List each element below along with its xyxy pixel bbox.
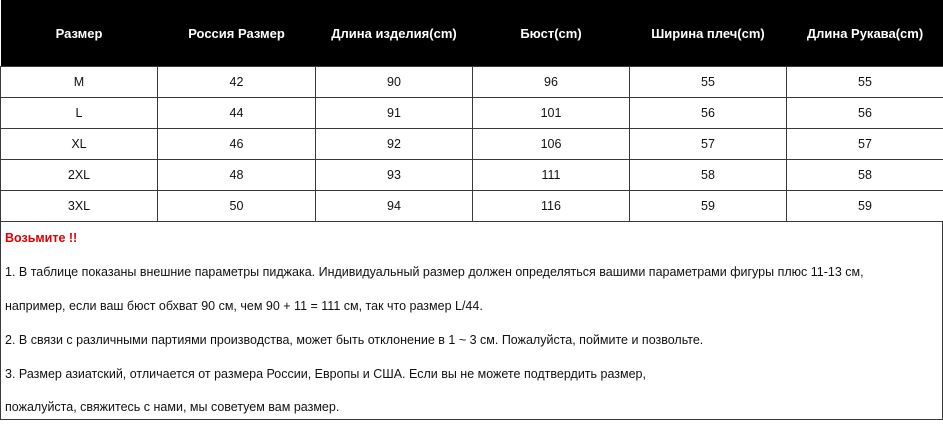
note-line-5: пожалуйста, свяжитесь с нами, мы советуем вам размер. — [5, 400, 340, 414]
cell-length: 93 — [316, 160, 473, 191]
cell-size: XL — [1, 129, 158, 160]
cell-russia-size: 46 — [158, 129, 316, 160]
cell-shoulder: 57 — [630, 129, 787, 160]
cell-shoulder: 59 — [630, 191, 787, 222]
header-sleeve: Длина Рукава(cm) — [787, 0, 943, 67]
note-line-1: 1. В таблице показаны внешние параметры пиджака. Индивидуальный размер должен определяться вашими параметрами фигуры плюс 11-13 см, — [5, 265, 864, 279]
table-row — [1, 98, 943, 129]
cell-bust: 116 — [473, 191, 630, 222]
warning-title: Возьмите !! — [5, 231, 78, 245]
table-row — [1, 191, 943, 222]
header-length: Длина изделия(cm) — [316, 0, 473, 67]
note-line-2: например, если ваш бюст обхват 90 см, чем 90 + 11 = 111 см, так что размер L/44. — [5, 299, 483, 313]
table-header-row — [1, 0, 943, 67]
cell-bust: 96 — [473, 67, 630, 98]
cell-russia-size: 44 — [158, 98, 316, 129]
note-line-3: 2. В связи с различными партиями производства, может быть отклонение в 1 ~ 3 см. Пожалуйста, поймите и позвольте. — [5, 333, 704, 347]
header-size: Размер — [1, 0, 158, 67]
cell-sleeve: 55 — [787, 67, 943, 98]
cell-bust: 106 — [473, 129, 630, 160]
cell-shoulder: 56 — [630, 98, 787, 129]
header-russia-size: Россия Размер — [158, 0, 316, 67]
cell-russia-size: 50 — [158, 191, 316, 222]
cell-bust: 101 — [473, 98, 630, 129]
header-bust: Бюст(cm) — [473, 0, 630, 67]
cell-size: M — [1, 67, 158, 98]
cell-size: L — [1, 98, 158, 129]
cell-size: 3XL — [1, 191, 158, 222]
cell-length: 94 — [316, 191, 473, 222]
cell-size: 2XL — [1, 160, 158, 191]
cell-length: 91 — [316, 98, 473, 129]
table-row — [1, 160, 943, 191]
header-shoulder: Ширина плеч(cm) — [630, 0, 787, 67]
cell-sleeve: 57 — [787, 129, 943, 160]
cell-sleeve: 56 — [787, 98, 943, 129]
table-row — [1, 129, 943, 160]
cell-bust: 111 — [473, 160, 630, 191]
cell-russia-size: 42 — [158, 67, 316, 98]
cell-shoulder: 55 — [630, 67, 787, 98]
cell-length: 92 — [316, 129, 473, 160]
cell-sleeve: 58 — [787, 160, 943, 191]
cell-length: 90 — [316, 67, 473, 98]
cell-russia-size: 48 — [158, 160, 316, 191]
note-line-4: 3. Размер азиатский, отличается от размера России, Европы и США. Если вы не можете подтвердить размер, — [5, 367, 646, 381]
cell-shoulder: 58 — [630, 160, 787, 191]
table-row — [1, 67, 943, 98]
cell-sleeve: 59 — [787, 191, 943, 222]
notes-section — [0, 222, 943, 420]
